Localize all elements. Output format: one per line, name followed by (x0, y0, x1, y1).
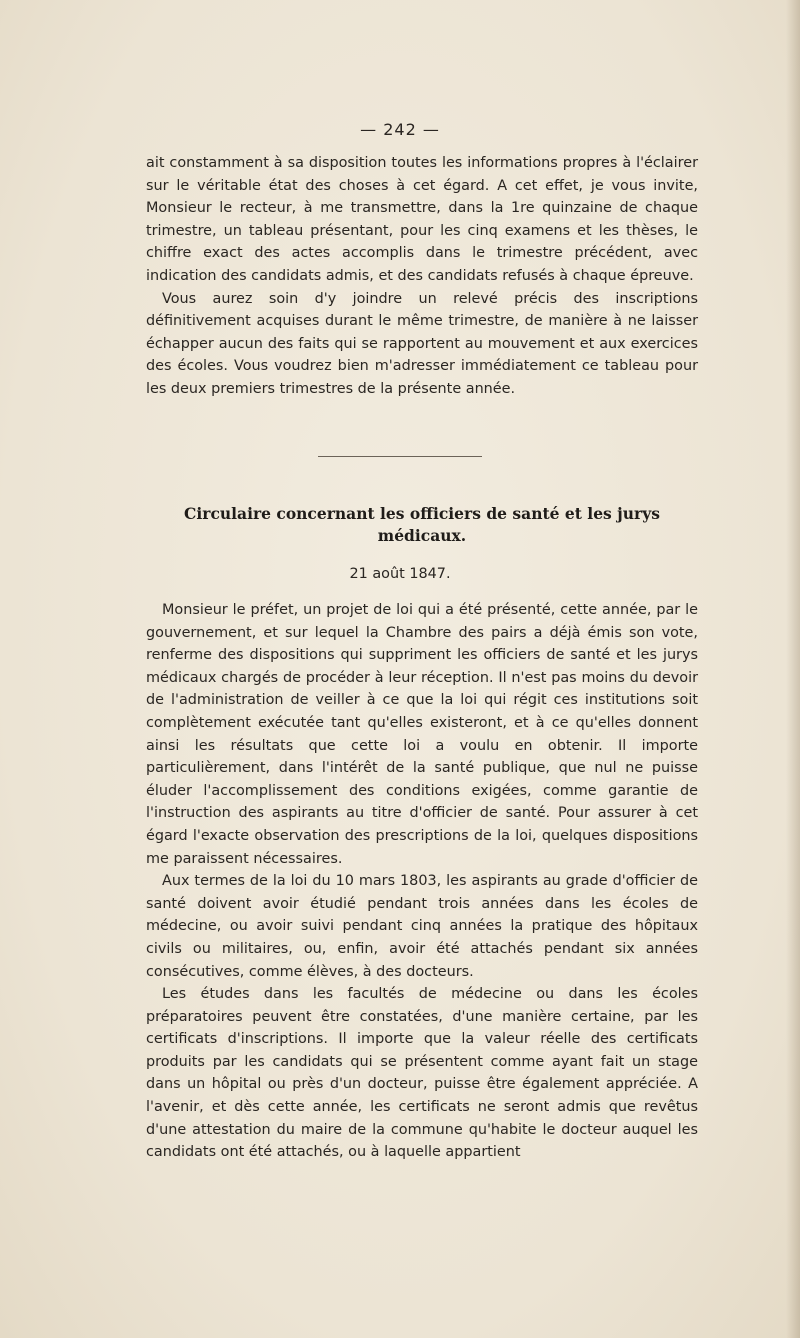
intro-paragraph-1: ait constamment à sa disposition toutes les informations propres à l'éclairer sur le véritable état des choses à cet égard. A cet effet, je vous invite, Monsieur le recteur, à me transmettre, dans la 1re quinzaine de chaque trimestre, un tableau présentant, pour les cinq examens et les thèses, le chiffre exact des actes accomplis dans le trimestre précédent, avec indication des candidats admis, et des candidats refusés à chaque épreuve. (146, 155, 698, 284)
page-number: — 242 — (360, 120, 440, 139)
circular-paragraph-3: Les études dans les facultés de médecine ou dans les écoles préparatoires peuvent être constatées, d'une manière certaine, par les certificats d'inscriptions. Il importe que la valeur réelle des certificats produits par les candidats qui se présentent comme ayant fait un stage dans un hôpital ou près d'un docteur, puisse être également appréciée. A l'avenir, et dès cette année, les certificats ne seront admis que revêtus d'une attestation du maire de la commune qu'habite le docteur auquel les candidats ont été attachés, ou à laquelle appartient (146, 986, 698, 1161)
section-divider (318, 456, 482, 457)
intro-paragraph-2: Vous aurez soin d'y joindre un relevé précis des inscriptions définitivement acquises durant le même trimestre, de manière à ne laisser échapper aucun des faits qui se rapportent au mouvement et aux exercices des écoles. Vous voudrez bien m'adresser immédiatement ce tableau pour les deux premiers trimestres de la présente année. (146, 290, 698, 397)
page-edge-shadow (786, 0, 800, 1338)
circular-text (146, 599, 698, 1164)
circular-paragraph-1: Monsieur le préfet, un projet de loi qui a été présenté, cette année, par le gouvernement, et sur lequel la Chambre des pairs a déjà émis son vote, renferme des dispositions qui suppriment les officiers de santé et les jurys médicaux chargés de procéder à leur réception. Il n'est pas moins du devoir de l'administration de veiller à ce que la loi qui régit ces institutions soit complètement exécutée tant qu'elles existeront, et à ce qu'elles donnent ainsi les résultats que cette loi a voulu en obtenir. Il importe particulièrement, dans l'intérêt de la santé publique, que nul ne puisse éluder l'accomplissement des conditions exigées, comme garantie de l'instruction des aspirants au titre d'officier de santé. Pour assurer à cet égard l'exacte observation des prescriptions de la loi, quelques dispositions me paraissent nécessaires. (146, 602, 698, 867)
intro-text (146, 152, 698, 401)
circular-heading: Circulaire concernant les officiers de santé et les jurys médicaux. (184, 504, 660, 545)
circular-date: 21 août 1847. (349, 566, 451, 582)
circular-paragraph-2: Aux termes de la loi du 10 mars 1803, les aspirants au grade d'officier de santé doivent avoir étudié pendant trois années dans les écoles de médecine, ou avoir suivi pendant cinq années la pratique des hôpitaux civils ou militaires, ou, enfin, avoir été attachés pendant six années consécutives, comme élèves, à des docteurs. (146, 873, 698, 980)
